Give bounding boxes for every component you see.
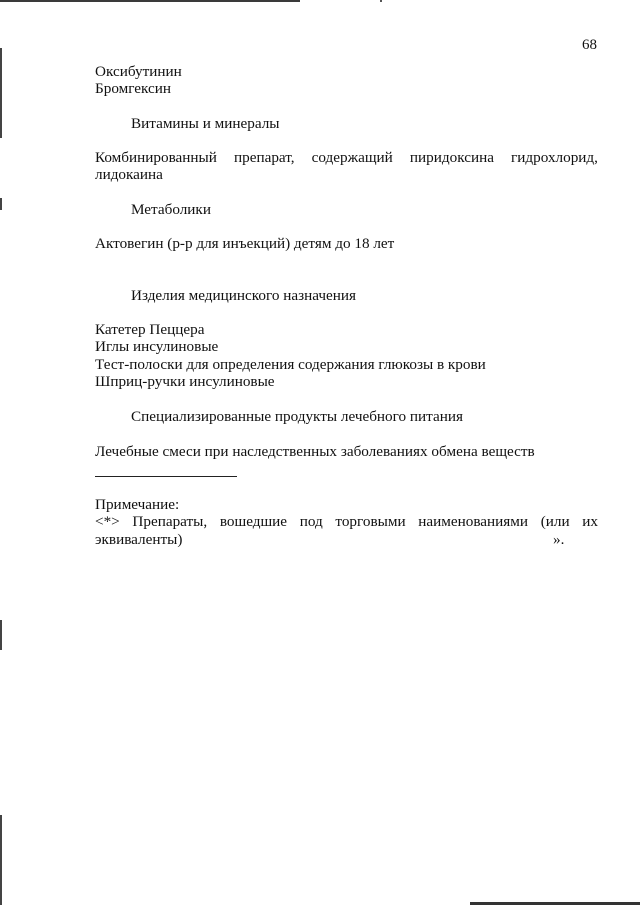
word: торговыми [335, 513, 406, 530]
word: гидрохлорид, [511, 149, 598, 166]
note-text-line [95, 513, 598, 531]
word: Препараты, [132, 513, 208, 530]
section-heading-nutrition: Специализированные продукты лечебного питания [131, 408, 463, 425]
page-number: 68 [582, 37, 597, 53]
list-item: Шприц-ручки инсулиновые [95, 373, 275, 390]
scan-edge-left [0, 48, 2, 138]
scan-edge-left [0, 815, 2, 905]
note-closing-quote: ». [553, 531, 565, 548]
word: содержащий [311, 149, 393, 166]
list-item: Катетер Пеццера [95, 321, 205, 338]
section-heading-medical-devices: Изделия медицинского назначения [131, 287, 356, 304]
word: под [299, 513, 323, 530]
word: Комбинированный [95, 149, 217, 166]
word: (или [540, 513, 570, 530]
word: вошедшие [219, 513, 288, 530]
list-item: Бромгексин [95, 80, 171, 97]
list-item: Оксибутинин [95, 63, 182, 80]
note-text-continuation: эквиваленты) [95, 531, 183, 548]
scan-edge-left [0, 198, 2, 210]
scan-edge-top [0, 0, 300, 2]
list-item-justified-line [95, 149, 598, 167]
list-item: Тест-полоски для определения содержания глюкозы в крови [95, 356, 486, 373]
list-item: Лечебные смеси при наследственных заболеваниях обмена веществ [95, 443, 535, 460]
list-item-continuation: лидокаина [95, 166, 163, 183]
footnote-divider [95, 476, 237, 477]
scan-mark-top [380, 0, 382, 2]
word: пиридоксина [409, 149, 494, 166]
list-item: Актовегин (р-р для инъекций) детям до 18 лет [95, 235, 395, 252]
word: наименованиями [418, 513, 529, 530]
list-item: Иглы инсулиновые [95, 338, 219, 355]
word: <*> [95, 513, 120, 530]
word: их [582, 513, 598, 530]
note-label: Примечание: [95, 496, 180, 513]
section-heading-vitamins: Витамины и минералы [131, 115, 280, 132]
scan-edge-left [0, 620, 2, 650]
section-heading-metabolics: Метаболики [131, 201, 211, 218]
word: препарат, [233, 149, 295, 166]
